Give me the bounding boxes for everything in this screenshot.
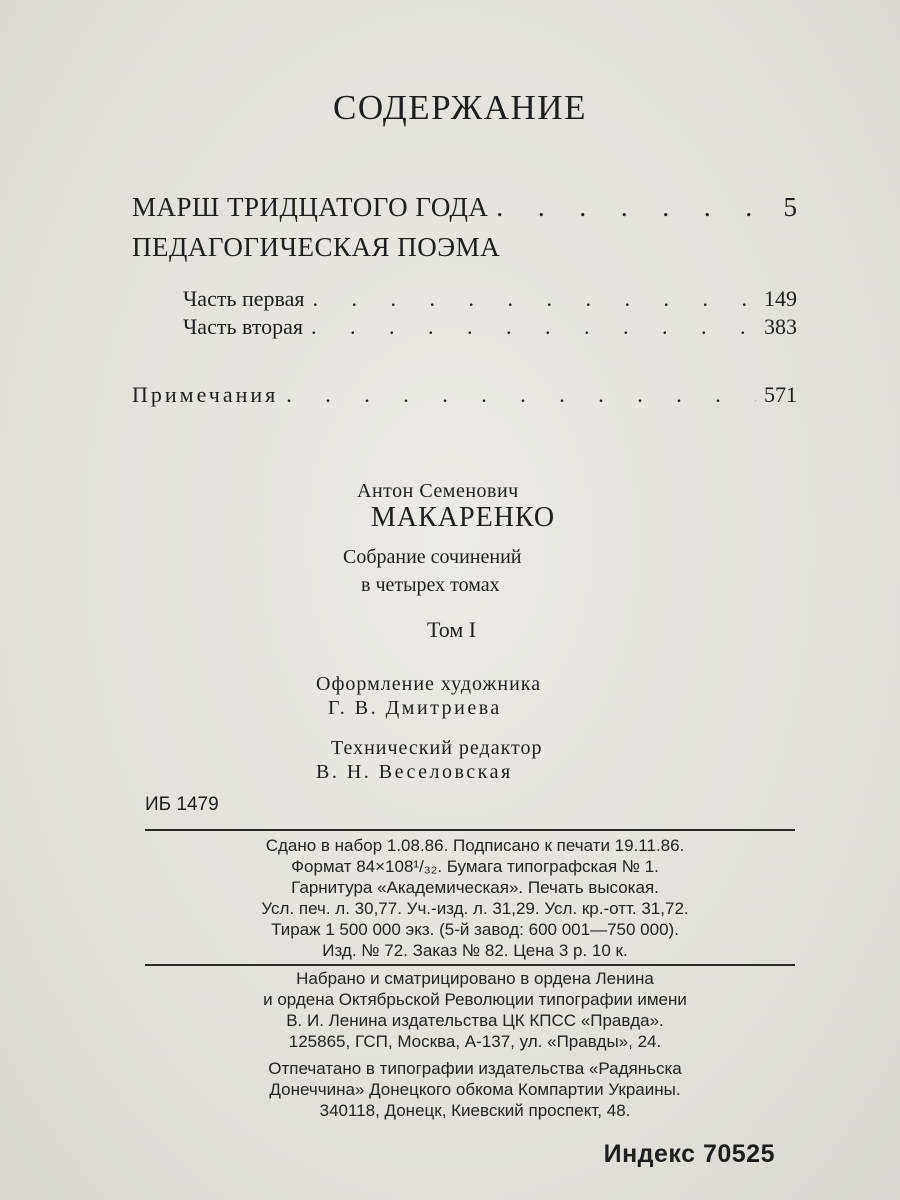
series-title-line1: Собрание сочинений (343, 546, 522, 568)
ib-number: ИБ 1479 (145, 794, 219, 815)
imprint-divider (145, 964, 795, 966)
toc-entry-title: МАРШ ТРИДЦАТОГО ГОДА (132, 192, 489, 222)
imprint-divider (145, 829, 795, 831)
design-credit-name: Г. В. Дмитриева (328, 697, 502, 719)
toc-leader-dots (313, 286, 757, 312)
typesetting-block (150, 968, 800, 1052)
printing-house-line: Донеччина» Донецкого обкома Компартии Украины. (269, 1080, 681, 1099)
toc-entry-title: Часть первая (183, 286, 305, 311)
toc-leader-dots (496, 192, 775, 223)
author-surname: МАКАРЕНКО (371, 502, 556, 533)
author-name: Антон Семенович (357, 480, 519, 502)
index-number: Индекс 70525 (603, 1140, 775, 1168)
series-title-line2: в четырех томах (361, 574, 500, 596)
toc-entry-title: Примечания (132, 382, 279, 407)
print-details-line: Формат 84×108¹/₃₂. Бумага типографская № 1. (291, 857, 659, 876)
printing-house-line: Отпечатано в типографии издательства «Радяньска (268, 1059, 682, 1078)
toc-leader-dots (286, 382, 756, 408)
typesetting-line: В. И. Ленина издательства ЦК КПСС «Правда». (286, 1011, 664, 1030)
toc-entry-page: 383 (764, 314, 797, 339)
volume-number: Том I (427, 617, 477, 642)
toc-leader-dots (311, 314, 756, 340)
typesetting-line: и ордена Октябрьской Революции типографии имени (263, 990, 687, 1009)
typesetting-line: Набрано и сматрицировано в ордена Ленина (296, 969, 654, 988)
editor-credit-name: В. Н. Веселовская (316, 761, 513, 783)
toc-entry-title: Часть вторая (183, 314, 304, 339)
print-details-line: Тираж 1 500 000 экз. (5-й завод: 600 001—750 000). (271, 920, 679, 939)
print-details-block (150, 835, 800, 961)
toc-entry (132, 382, 797, 408)
contents-title: СОДЕРЖАНИЕ (333, 88, 587, 127)
printing-house-block (150, 1058, 800, 1121)
print-details-line: Гарнитура «Академическая». Печать высокая. (291, 878, 659, 897)
print-details-line: Изд. № 72. Заказ № 82. Цена 3 р. 10 к. (322, 941, 628, 960)
toc-entry (183, 286, 797, 312)
editor-credit-label: Технический редактор (331, 737, 543, 759)
printing-house-line: 340118, Донецк, Киевский проспект, 48. (319, 1101, 631, 1120)
toc-entry-page: 5 (783, 192, 797, 222)
design-credit-label: Оформление художника (316, 673, 542, 695)
toc-entry-page: 571 (764, 382, 797, 407)
typesetting-line: 125865, ГСП, Москва, А-137, ул. «Правды», 24. (288, 1032, 662, 1051)
toc-entry (183, 314, 797, 340)
print-details-line: Усл. печ. л. 30,77. Уч.-изд. л. 31,29. Усл. кр.-отт. 31,72. (261, 899, 689, 918)
toc-section-heading: ПЕДАГОГИЧЕСКАЯ ПОЭМА (132, 232, 501, 262)
toc-entry (132, 192, 797, 223)
print-details-line: Сдано в набор 1.08.86. Подписано к печати 19.11.86. (265, 836, 685, 855)
toc-entry-page: 149 (764, 286, 797, 311)
